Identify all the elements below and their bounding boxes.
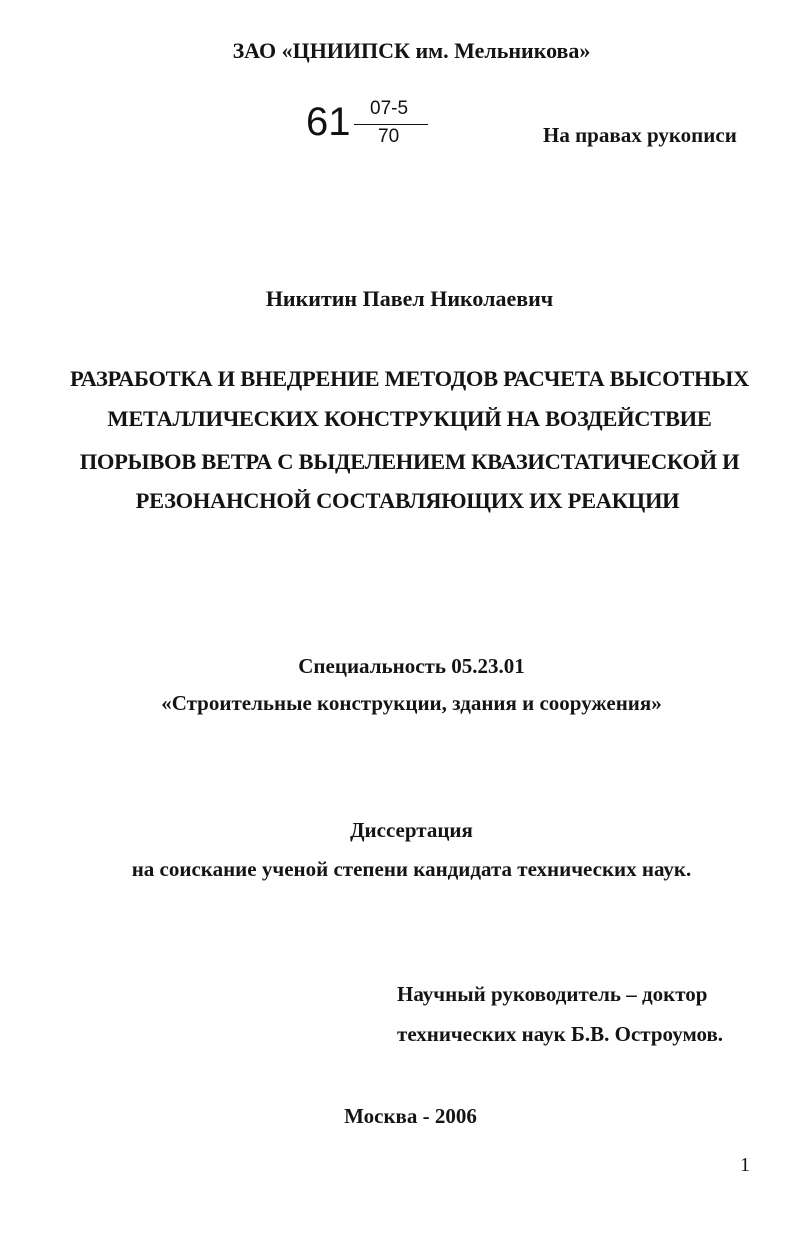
dissertation-type: Диссертация [350, 818, 473, 842]
page-number: 1 [740, 1154, 750, 1176]
classification-main: 61 [306, 100, 351, 144]
organization-name: ЗАО «ЦНИИПСК им. Мельникова» [232, 38, 591, 63]
supervisor-line-2: технических наук Б.В. Остроумов. [397, 1022, 724, 1046]
city-year: Москва - 2006 [344, 1104, 477, 1128]
specialty-code: Специальность 05.23.01 [298, 654, 525, 678]
degree-statement: на соискание ученой степени кандидата технических наук. [131, 857, 692, 881]
rights-note: На правах рукописи [543, 123, 737, 147]
title-line-2: МЕТАЛЛИЧЕСКИХ КОНСТРУКЦИЙ НА ВОЗДЕЙСТВИЕ [107, 406, 712, 431]
author-name: Никитин Павел Николаевич [265, 286, 554, 311]
specialty-name: «Строительные конструкции, здания и сооружения» [161, 691, 662, 715]
fraction-rule [354, 124, 428, 125]
title-line-4: РЕЗОНАНСНОЙ СОСТАВЛЯЮЩИХ ИХ РЕАКЦИИ [135, 488, 680, 513]
supervisor-line-1: Научный руководитель – доктор [397, 982, 708, 1006]
title-line-3: ПОРЫВОВ ВЕТРА С ВЫДЕЛЕНИЕМ КВАЗИСТАТИЧЕСКОЙ И [79, 449, 740, 474]
classification-code [306, 98, 436, 154]
title-line-1: РАЗРАБОТКА И ВНЕДРЕНИЕ МЕТОДОВ РАСЧЕТА ВЫСОТНЫХ [70, 366, 749, 391]
classification-numerator: 07-5 [370, 98, 409, 119]
classification-denominator: 70 [378, 126, 400, 147]
